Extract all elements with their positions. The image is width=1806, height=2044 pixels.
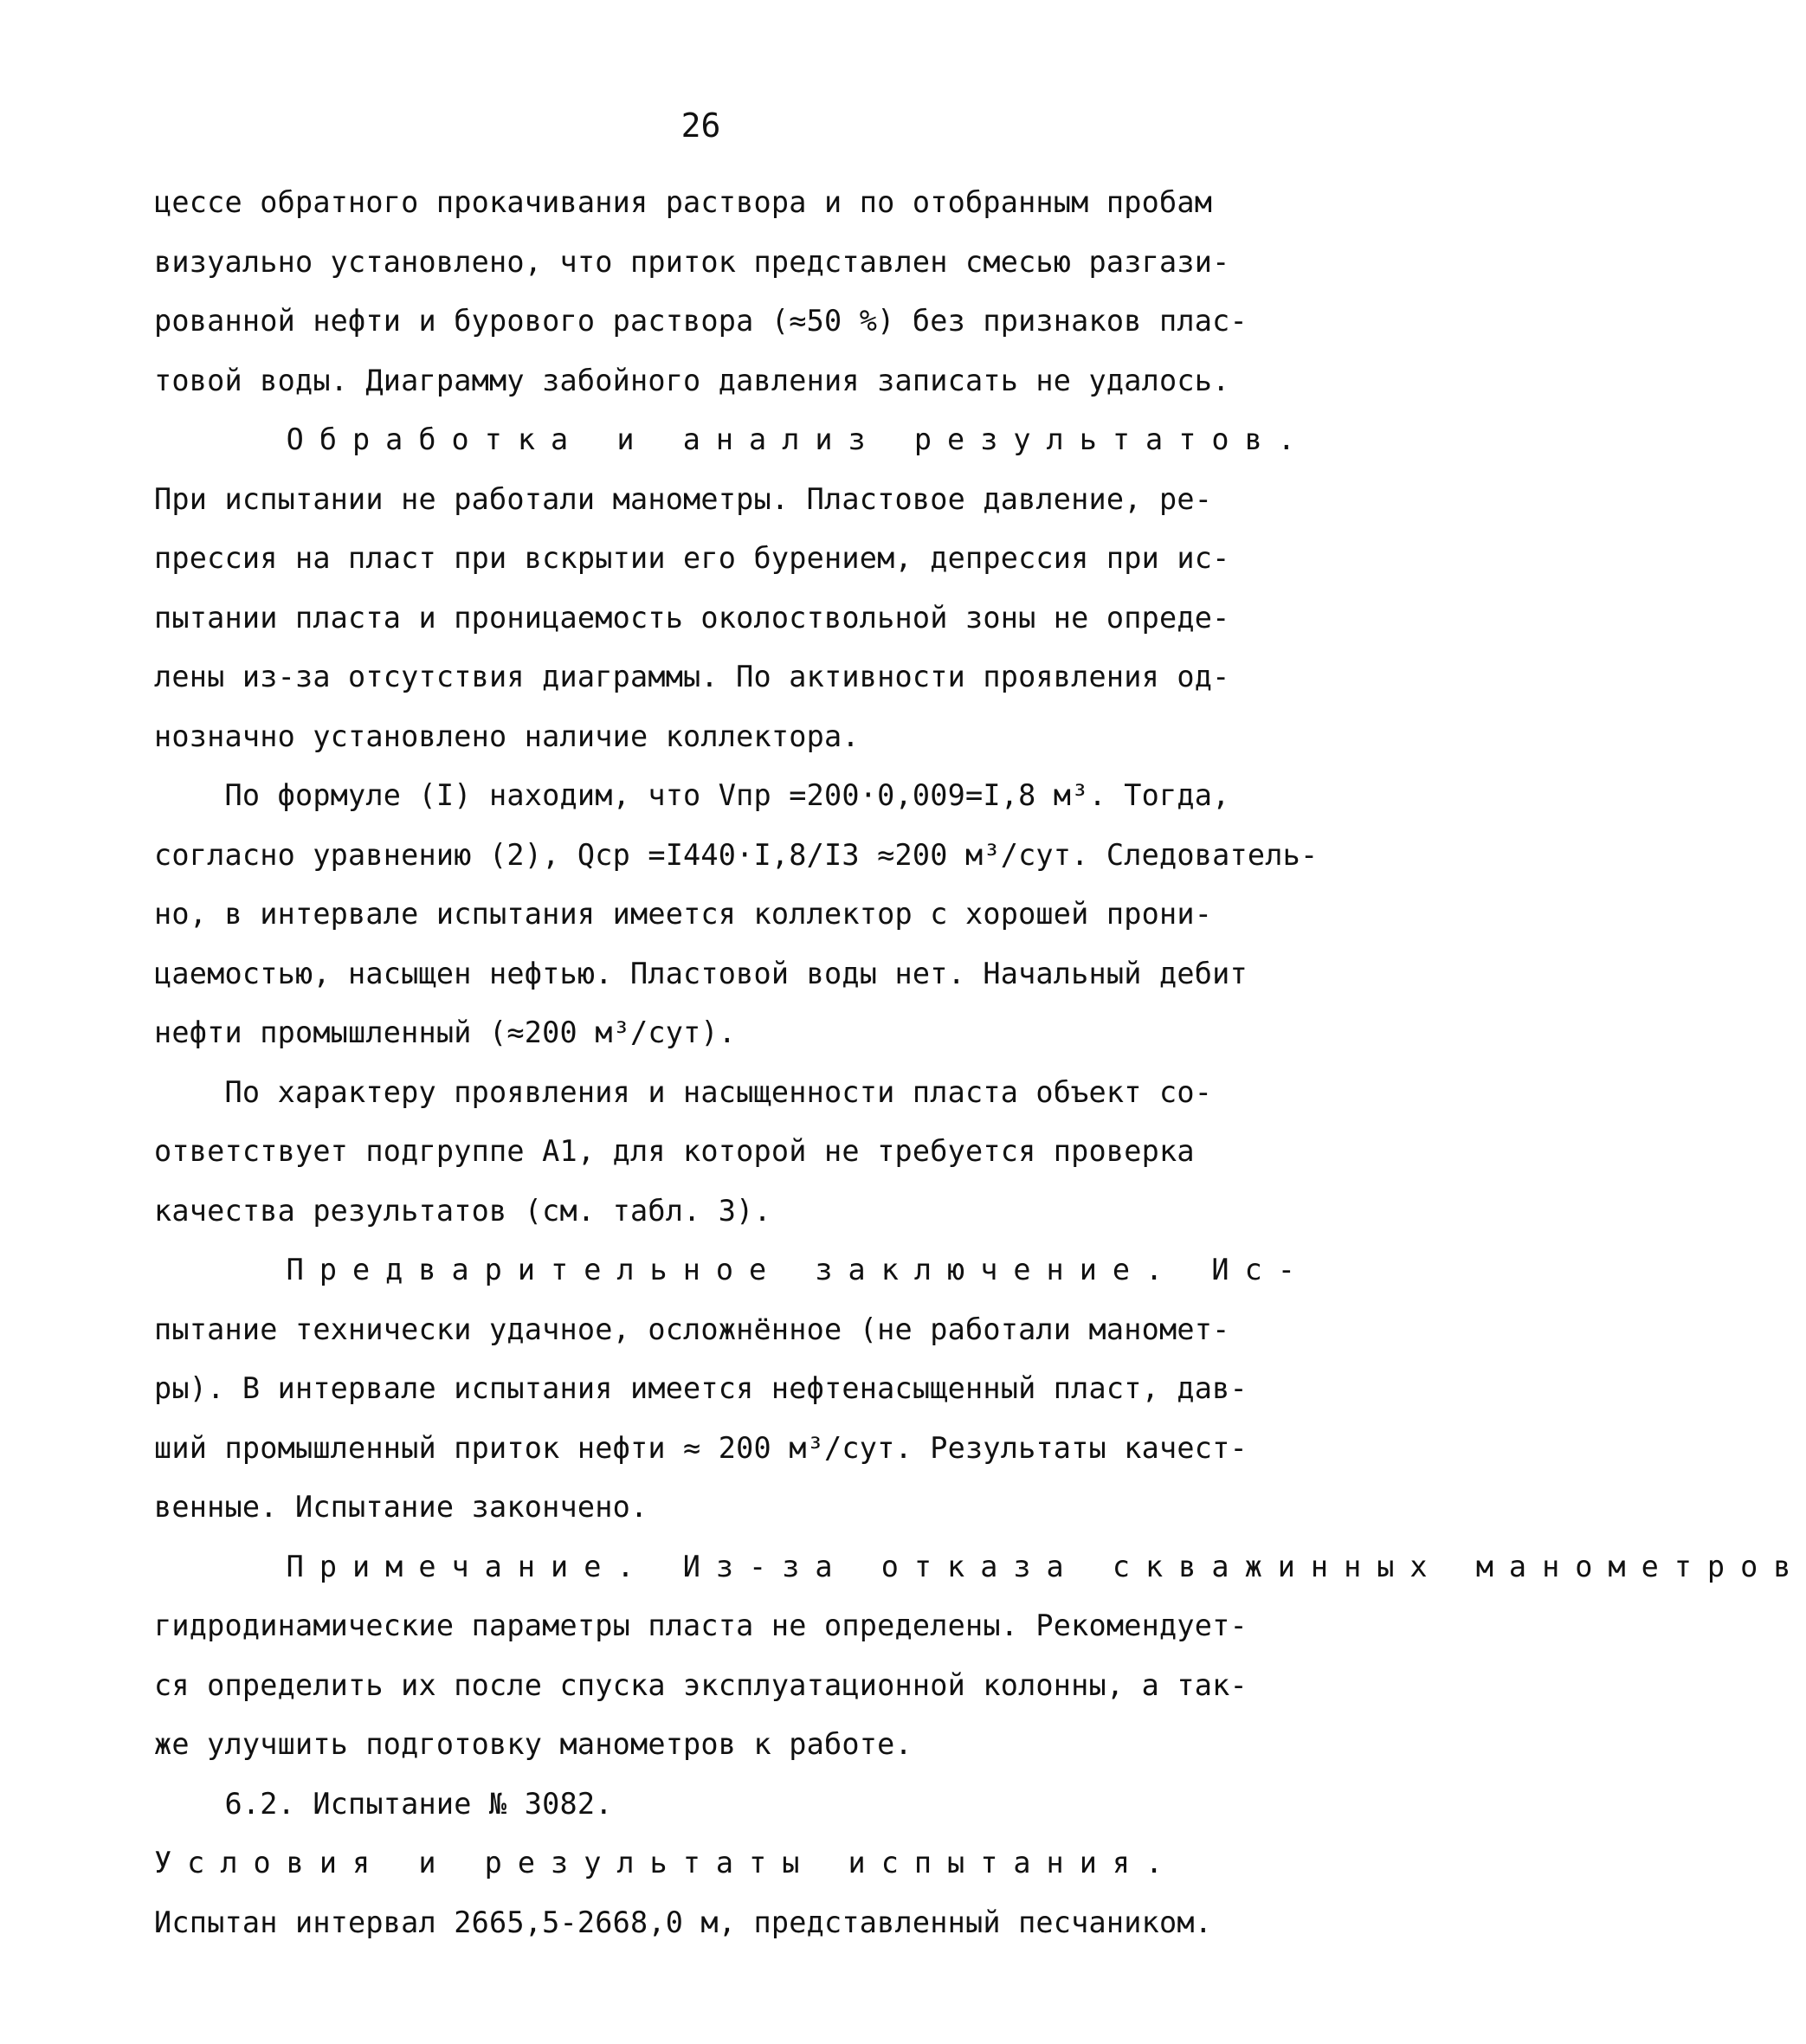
text-line: гидродинамические параметры пласта не определены. Рекомендует- bbox=[154, 1609, 1248, 1642]
text-line: нозначно установлено наличие коллектора. bbox=[154, 719, 860, 753]
formula-line: согласно уравнению (2), Qср =I440·I,8/I3 ≈200 м³/сут. Следователь- bbox=[154, 837, 1319, 872]
text-line: ся определить их после спуска эксплуатационной колонны, а так- bbox=[154, 1667, 1248, 1702]
text-line: ры). В интервале испытания имеется нефтенасыщенный пласт, дав- bbox=[154, 1371, 1248, 1405]
text-line: прессия на пласт при вскрытии его бурением, депрессия при ис- bbox=[154, 541, 1230, 575]
text-line: товой воды. Диаграмму забойного давления записать не удалось. bbox=[154, 363, 1230, 397]
body-text bbox=[154, 173, 1806, 1952]
text-line: качества результатов (см. табл. 3). bbox=[154, 1193, 771, 1228]
text-line: По характеру проявления и насыщенности пласта объект со- bbox=[154, 1074, 1213, 1109]
text-line: Испытан интервал 2665,5-2668,0 м, представленный песчаником. bbox=[154, 1905, 1213, 1939]
text-line: пытании пласта и проницаемость околоствольной зоны не опреде- bbox=[154, 600, 1230, 635]
text-line: цаемостью, насыщен нефтью. Пластовой воды нет. Начальный дебит bbox=[154, 956, 1248, 990]
page-number: 26 bbox=[680, 106, 721, 145]
text-line: цессе обратного прокачивания раствора и по отобранным пробам bbox=[154, 185, 1213, 219]
section-heading-processing: Обработка и анализ результатов. bbox=[154, 422, 1311, 456]
text-line: же улучшить подготовку манометров к работе. bbox=[154, 1727, 913, 1761]
text-line: но, в интервале испытания имеется коллектор с хорошей прони- bbox=[154, 897, 1213, 931]
text-line: визуально установлено, что приток представлен смесью разгази- bbox=[154, 244, 1230, 279]
text-line: При испытании не работали манометры. Пластовое давление, ре- bbox=[154, 481, 1213, 516]
text-line: рованной нефти и бурового раствора (≈50 %) без признаков плас- bbox=[154, 304, 1248, 338]
text-line: венные. Испытание закончено. bbox=[154, 1490, 648, 1524]
text-line: ответствует подгруппе А1, для которой не требуется проверка bbox=[154, 1134, 1195, 1168]
text-line: лены из-за отсутствия диаграммы. По активности проявления од- bbox=[154, 660, 1230, 693]
text-line: пытание технически удачное, осложнённое (не работали маномет- bbox=[154, 1312, 1230, 1346]
formula-line: По формуле (I) находим, что Vпр =200·0,009=I,8 м³. Тогда, bbox=[154, 778, 1230, 812]
text-line: ший промышленный приток нефти ≈ 200 м³/сут. Результаты качест- bbox=[154, 1430, 1248, 1465]
text-line: нефти промышленный (≈200 м³/сут). bbox=[154, 1016, 737, 1049]
section-heading-note: Примечание. Из-за отказа скважинных манометров bbox=[154, 1549, 1806, 1583]
subsection-heading: 6.2. Испытание № 3082. bbox=[154, 1786, 613, 1821]
section-heading-conditions: Условия и результаты испытания. bbox=[154, 1846, 1179, 1880]
section-heading-preliminary-conclusion: Предварительное заключение. Ис- bbox=[154, 1253, 1311, 1286]
